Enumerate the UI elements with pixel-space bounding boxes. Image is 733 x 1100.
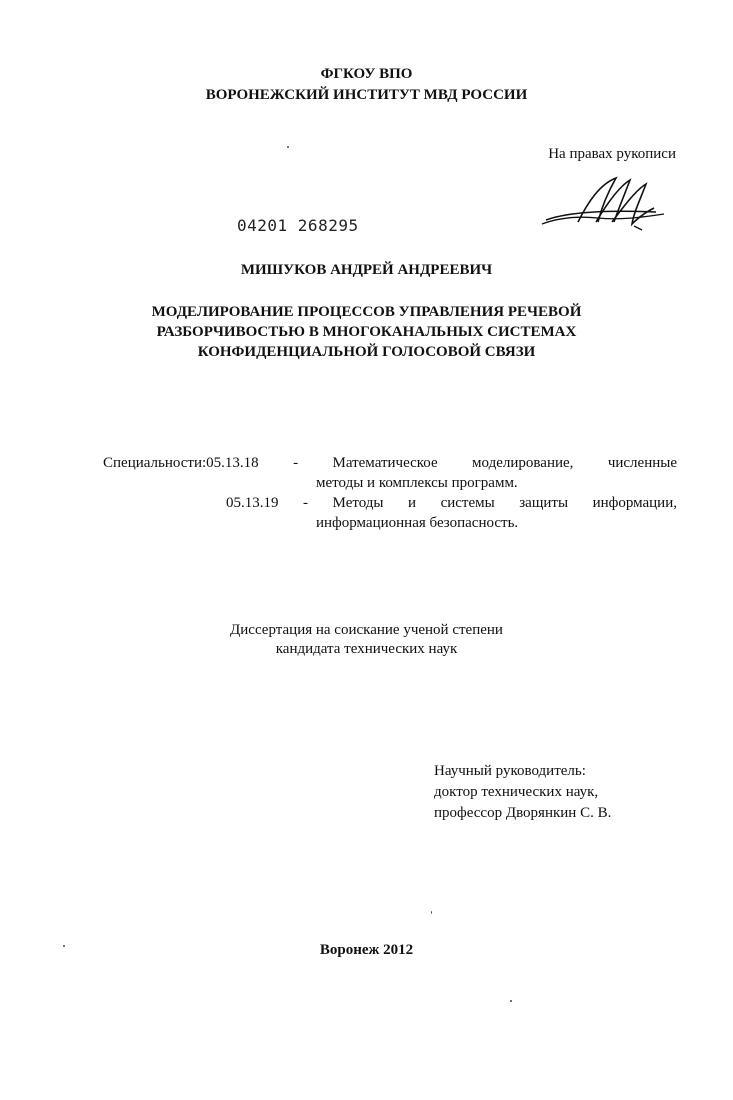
dissertation-line-2: кандидата технических наук bbox=[275, 641, 458, 657]
institution-line-1: ФГКОУ ВПО bbox=[320, 66, 413, 82]
specialty-line-2: методы и комплексы программ. bbox=[316, 475, 518, 491]
dissertation-line-1: Диссертация на соискание ученой степени bbox=[230, 622, 503, 638]
title-line-3: КОНФИДЕНЦИАЛЬНОЙ ГОЛОСОВОЙ СВЯЗИ bbox=[197, 344, 536, 360]
advisor-name: профессор Дворянкин С. В. bbox=[434, 805, 612, 821]
scan-speck bbox=[287, 146, 289, 148]
scan-speck bbox=[63, 945, 65, 947]
advisor-role: Научный руководитель: bbox=[434, 763, 586, 779]
registration-stamp: 04201 268295 bbox=[237, 216, 359, 235]
advisor-degree: доктор технических наук, bbox=[434, 784, 599, 800]
signature-icon bbox=[538, 172, 668, 234]
manuscript-note: На правах рукописи bbox=[548, 146, 676, 162]
institution-line-2: ВОРОНЕЖСКИЙ ИНСТИТУТ МВД РОССИИ bbox=[205, 87, 528, 103]
scan-speck bbox=[431, 911, 432, 914]
title-line-2: РАЗБОРЧИВОСТЬЮ В МНОГОКАНАЛЬНЫХ СИСТЕМАХ bbox=[156, 324, 577, 340]
specialty-line-1: Специальности:05.13.18 - Математическое моделирование, численные bbox=[103, 455, 677, 471]
city-year: Воронеж 2012 bbox=[319, 942, 414, 958]
scan-speck bbox=[510, 1000, 512, 1002]
title-line-1: МОДЕЛИРОВАНИЕ ПРОЦЕССОВ УПРАВЛЕНИЯ РЕЧЕВОЙ bbox=[151, 304, 582, 320]
author-name: МИШУКОВ АНДРЕЙ АНДРЕЕВИЧ bbox=[240, 262, 493, 278]
specialty-line-3: 05.13.19 - Методы и системы защиты информации, bbox=[226, 495, 677, 511]
advisor-block bbox=[434, 761, 611, 824]
specialty-line-4: информационная безопасность. bbox=[316, 515, 519, 531]
